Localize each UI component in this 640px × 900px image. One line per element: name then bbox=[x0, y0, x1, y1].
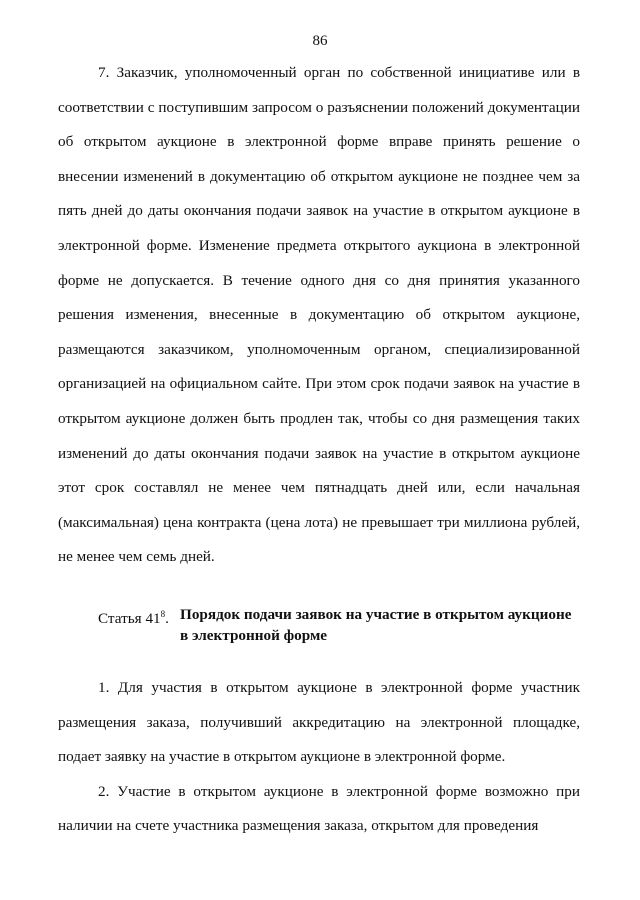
article-heading bbox=[98, 604, 588, 646]
paragraph-7: 7. Заказчик, уполномоченный орган по собственной инициативе или в соответствии с поступившим запросом о разъяснении положений документации об открытом аукционе в электронной форме вправе принять решение о внесении изменений в документацию об открытом аукционе не позднее чем за пять дней до даты окончания подачи заявок на участие в открытом аукционе в электронной форме. Изменение предмета открытого аукциона в электронной форме не допускается. В течение одного дня со дня принятия указанного решения изменения, внесенные в документацию об открытом аукционе, размещаются заказчиком, уполномоченным органом, специализированной организацией на официальном сайте. При этом срок подачи заявок на участие в открытом аукционе должен быть продлен так, чтобы со дня размещения таких изменений до даты окончания подачи заявок на участие в открытом аукционе этот срок составлял не менее чем пятнадцать дней или, если начальная (максимальная) цена контракта (цена лота) не превышает три миллиона рублей, не менее чем семь дней. bbox=[58, 64, 580, 566]
article-number-suffix: . bbox=[165, 610, 169, 627]
page-number: 86 bbox=[312, 33, 328, 49]
body-text-bottom bbox=[58, 671, 580, 844]
paragraph-1: 1. Для участия в открытом аукционе в электронной форме участник размещения заказа, получивший аккредитацию на электронной площадке, подает заявку на участие в открытом аукционе в электронной форме. bbox=[58, 679, 580, 766]
article-number-text: Статья 41 bbox=[98, 610, 161, 627]
article-superscript: 8 bbox=[160, 609, 166, 619]
body-text-top bbox=[58, 56, 580, 575]
paragraph-2: 2. Участие в открытом аукционе в электронной форме возможно при наличии на счете участника размещения заказа, открытом для проведения bbox=[58, 782, 580, 835]
article-number bbox=[98, 604, 180, 629]
article-title: Порядок подачи заявок на участие в открытом аукционе в электронной форме bbox=[180, 606, 572, 644]
